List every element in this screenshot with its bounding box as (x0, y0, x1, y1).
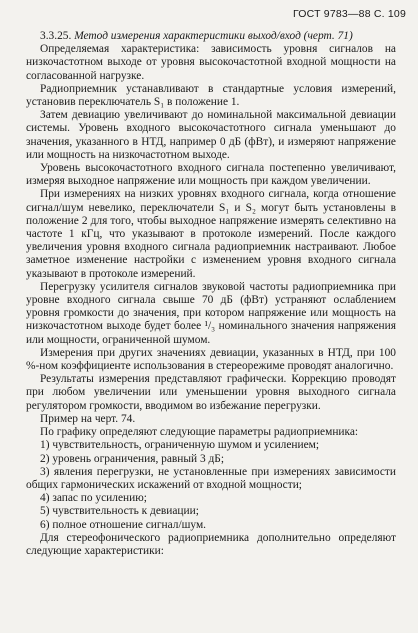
document-body (26, 30, 396, 558)
paragraph: Измерения при других значениях девиации, указанных в НТД, при 100 %-ном коэффициенте использования в стереорежиме проводят аналогично. (26, 346, 396, 373)
section-heading (26, 30, 396, 43)
list-item: 3) явления перегрузки, не установленные при измерениях зависимости общих гармонических искажений от входной мощности; (26, 465, 396, 491)
list-item: 2) уровень ограничения, равный 3 дБ; (40, 452, 225, 465)
list-item: 4) запас по усилению; (40, 492, 147, 505)
paragraph: Радиоприемник устанавливают в стандартные условия измерений, установив переключатель S₁ в положение 1. (26, 82, 396, 109)
paragraph: Результаты измерения представляют графически. Коррекцию проводят при любом увеличении или уменьшении уровня выходного сигнала регулятором громкости, вводимом во избежание перегрузки. (26, 373, 396, 412)
list-item: 1) чувствительность, ограниченную шумом и усилением; (40, 439, 320, 452)
paragraph: Перегрузку усилителя сигналов звуковой частоты радиоприемника при уровне входного сигнала свыше 70 дБ (фВт) устраняют ослаблением уровня громкости до значения, при котором напряжение или мощность на низкочастотном выходе будет более ¹/₃ номинального значения напряжения или мощности, ограниченной шумом. (26, 280, 396, 346)
section-number: 3.3.25. (40, 30, 72, 42)
paragraph: Для стереофонического радиоприемника дополнительно определяют следующие характеристики: (26, 531, 396, 557)
page-header: ГОСТ 9783—88 С. 109 (292, 8, 406, 20)
paragraph: Уровень высокочастотного входного сигнала постепенно увеличивают, измеряя выходное напряжение или мощность при каждом увеличении. (26, 162, 396, 188)
list-item: 6) полное отношение сигнал/шум. (40, 518, 207, 531)
paragraph: Затем девиацию увеличивают до номинальной максимальной девиации системы. Уровень входного высокочастотного сигнала уменьшают до значения, указанного в НТД, например 0 дБ (фВт), и измеряют напряжение или мощность на низкочастотном выходе. (26, 109, 396, 161)
paragraph: При измерениях на низких уровнях входного сигнала, когда отношение сигнал/шум невелико, переключатели S₁ и S₂ могут быть установлены в положение 2 для того, чтобы выходное напряжение измерять селективно на частоте 1 кГц, что указывают в протоколе измерений. После каждого увеличения уровня входного сигнала радиоприемник настраивают. Любое заметное изменение настройки с изменением уровня входного сигнала указывают в протоколе измерений. (26, 188, 396, 280)
list-item: 5) чувствительность к девиации; (40, 505, 199, 518)
paragraph: Определяемая характеристика: зависимость уровня сигналов на низкочастотном выходе от уровня высокочастотной входной мощности на согласованной нагрузке. (26, 43, 396, 82)
section-title: Метод измерения характеристики выход/вход (черт. 71) (74, 30, 353, 42)
paragraph: По графику определяют следующие параметры радиоприемника: (40, 426, 359, 439)
paragraph: Пример на черт. 74. (40, 412, 136, 425)
